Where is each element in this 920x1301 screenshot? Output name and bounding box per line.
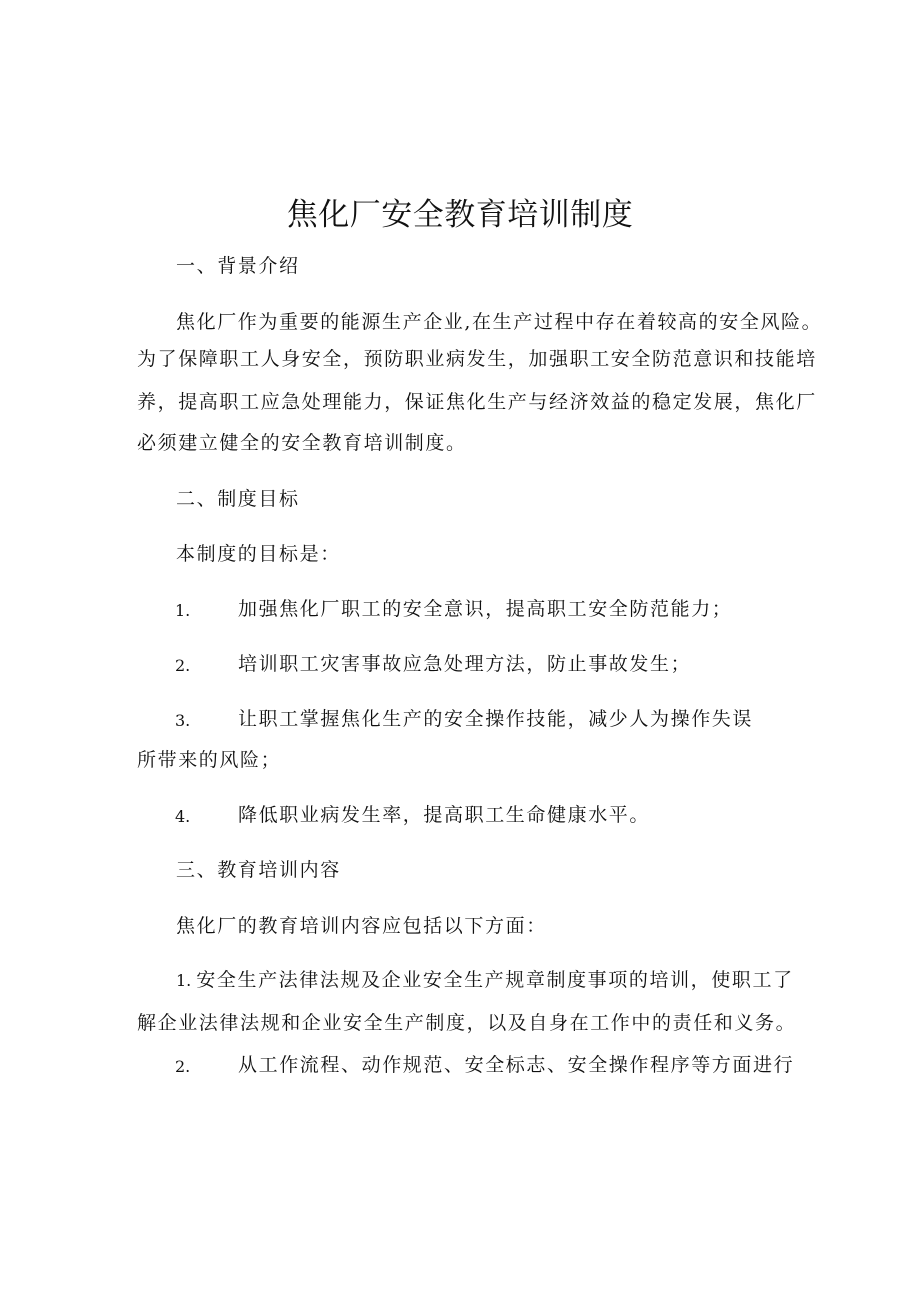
list-item-continuation: 解企业法律法规和企业安全生产制度，以及自身在工作中的责任和义务。 xyxy=(137,1012,797,1034)
section-heading-background: 一、背景介绍 xyxy=(176,255,300,277)
list-item-number: 3. xyxy=(175,711,191,730)
list-item-number: 2. xyxy=(175,1057,191,1076)
list-item-number: 1. xyxy=(175,601,191,620)
document-title: 焦化厂安全教育培训制度 xyxy=(286,197,634,233)
section-heading-content: 三、教育培训内容 xyxy=(176,859,341,881)
paragraph-line: 焦化厂作为重要的能源生产企业,在生产过程中存在着较高的安全风险。 xyxy=(176,311,823,333)
content-intro: 焦化厂的教育培训内容应包括以下方面： xyxy=(176,915,547,937)
list-item-text: 培训职工灾害事故应急处理方法，防止事故发生； xyxy=(238,653,692,675)
paragraph-line: 必须建立健全的安全教育培训制度。 xyxy=(137,432,467,454)
goals-intro: 本制度的目标是： xyxy=(176,543,341,565)
list-item-number: 4. xyxy=(175,807,191,826)
list-item-continuation: 所带来的风险； xyxy=(137,749,282,771)
list-item-text: 安全生产法律法规及企业安全生产规章制度事项的培训，使职工了 xyxy=(196,969,794,991)
paragraph-line: 为了保障职工人身安全，预防职业病发生，加强职工安全防范意识和技能培 xyxy=(137,348,817,370)
list-item-text: 加强焦化厂职工的安全意识，提高职工安全防范能力； xyxy=(238,598,733,620)
paragraph-line: 养，提高职工应急处理能力，保证焦化生产与经济效益的稳定发展，焦化厂 xyxy=(137,391,817,413)
list-item-text: 降低职业病发生率，提高职工生命健康水平。 xyxy=(238,804,651,826)
section-heading-goals: 二、制度目标 xyxy=(176,488,300,510)
list-item-text: 让职工掌握焦化生产的安全操作技能，减少人为操作失误 xyxy=(238,708,754,730)
list-item-text: 从工作流程、动作规范、安全标志、安全操作程序等方面进行 xyxy=(238,1054,795,1076)
list-item-number: 1. xyxy=(176,971,192,990)
list-item-number: 2. xyxy=(175,656,191,675)
content-item-line xyxy=(176,965,794,996)
